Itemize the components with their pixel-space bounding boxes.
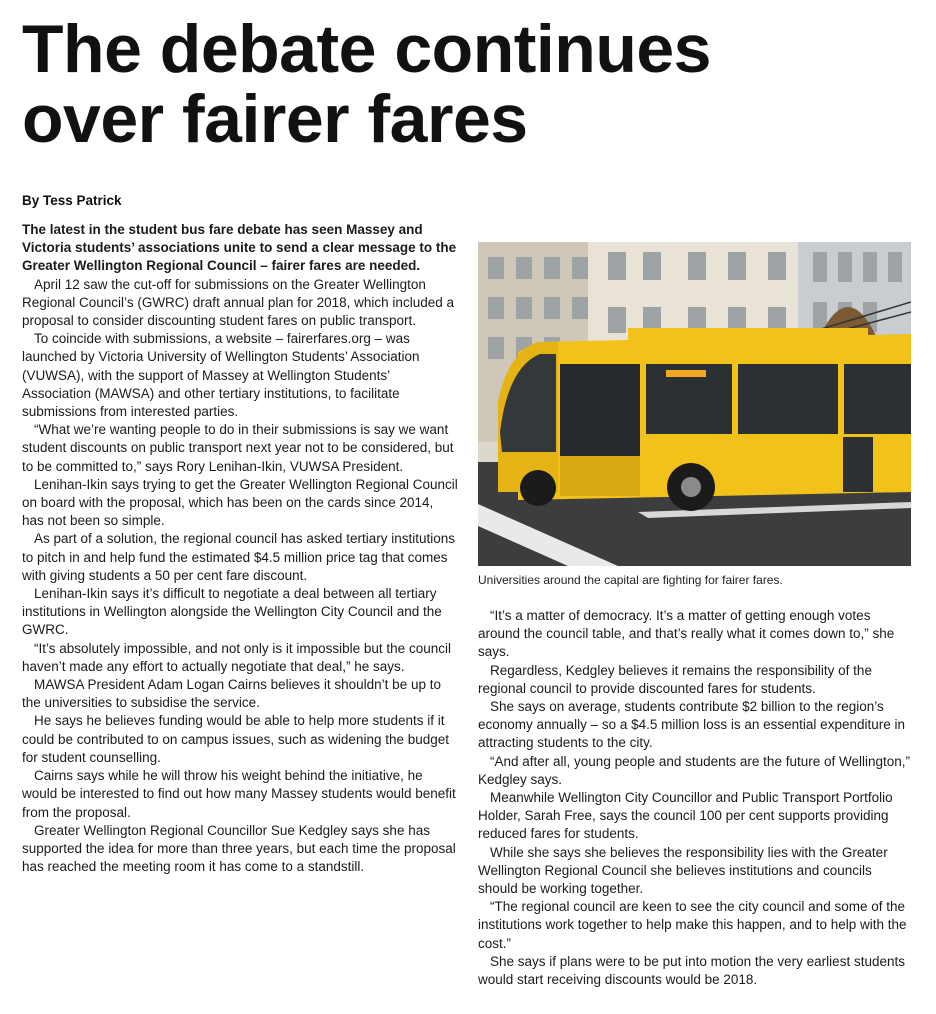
photo-caption: Universities around the capital are fighting for fairer fares.: [478, 573, 783, 587]
body-paragraph: “It’s a matter of democracy. It’s a matter of getting enough votes around the council table, and that’s really what it comes down to,” she says.: [478, 608, 895, 660]
body-paragraph: While she says she believes the responsibility lies with the Greater Wellington Regional Council she believes institutions and councils should be working together.: [478, 844, 888, 897]
bus-photo: [478, 242, 911, 566]
body-paragraph: MAWSA President Adam Logan Cairns believes it shouldn’t be up to the universities to subsidise the service.: [22, 677, 441, 711]
body-paragraph: Regardless, Kedgley believes it remains the responsibility of the regional council to provide discounted fares for students.: [478, 662, 872, 696]
body-paragraph: “The regional council are keen to see the city council and some of the institutions work together to help make this happen, and to help with the cost.”: [478, 899, 907, 951]
body-paragraph: “What we’re wanting people to do in their submissions is say we want student discounts on public transport next year not to be considered, but to be committed to,” says Rory Lenihan-Ikin, VUWSA President.: [22, 422, 454, 474]
body-paragraph: Greater Wellington Regional Councillor Sue Kedgley says she has supported the idea for more than three years, but each time the proposal has reached the meeting room it has come to a standstill.: [22, 822, 456, 875]
body-paragraph: Meanwhile Wellington City Councillor and Public Transport Portfolio Holder, Sarah Free, says the council 100 per cent supports providing reduced fares for students.: [478, 790, 893, 842]
body-paragraph: Lenihan-Ikin says trying to get the Greater Wellington Regional Council on board with the proposal, which has been on the cards since 2014, has not been so simple.: [22, 476, 458, 529]
body-paragraph: She says on average, students contribute $2 billion to the region’s economy annually – so a $4.5 million loss is an essential expenditure in attracting students to the city.: [478, 699, 905, 751]
body-paragraph: Lenihan-Ikin says it’s difficult to negotiate a deal between all tertiary institutions in Wellington alongside the Wellington City Council and the GWRC.: [22, 586, 442, 638]
byline: By Tess Patrick: [22, 193, 122, 208]
right-column: [478, 607, 914, 989]
body-paragraph: “It’s absolutely impossible, and not only is it impossible but the council haven’t made any effort to actually negotiate that deal,” he says.: [22, 640, 451, 674]
headline-line-1: The debate continues: [22, 11, 711, 87]
headline: [22, 11, 922, 157]
body-paragraph: To coincide with submissions, a website – fairerfares.org – was launched by Victoria University of Wellington Students’ Association (VUWSA), with the support of Massey at Wellington Students’ Association (MAWSA) and other tertiary institutions, to facilitate submissions from interested parties.: [22, 331, 420, 420]
body-paragraph: April 12 saw the cut-off for submissions on the Greater Wellington Regional Council’s (GWRC) draft annual plan for 2018, which included a proposal to consider discounting student fares on public transport.: [22, 276, 454, 329]
headline-line-2: over fairer fares: [22, 81, 528, 157]
left-column: [22, 221, 458, 876]
body-paragraph: Cairns says while he will throw his weight behind the initiative, he would be interested to find out how many Massey students would benefit from the proposal.: [22, 768, 456, 820]
body-paragraph: “And after all, young people and students are the future of Wellington,” Kedgley says.: [478, 753, 911, 787]
lead-paragraph: The latest in the student bus fare debate has seen Massey and Victoria students’ associations unite to send a clear message to the Greater Wellington Regional Council – fairer fares are needed.: [22, 222, 457, 274]
bus-illustration: [478, 242, 911, 566]
body-paragraph: As part of a solution, the regional council has asked tertiary institutions to pitch in and help fund the estimated $4.5 million price tag that comes with giving students a 50 per cent fare discount.: [22, 531, 455, 583]
body-paragraph: He says he believes funding would be able to help more students if it could be contributed to on campus issues, such as widening the budget for student counselling.: [22, 713, 450, 765]
body-paragraph: She says if plans were to be put into motion the very earliest students would start receiving discounts would be 2018.: [478, 953, 905, 988]
